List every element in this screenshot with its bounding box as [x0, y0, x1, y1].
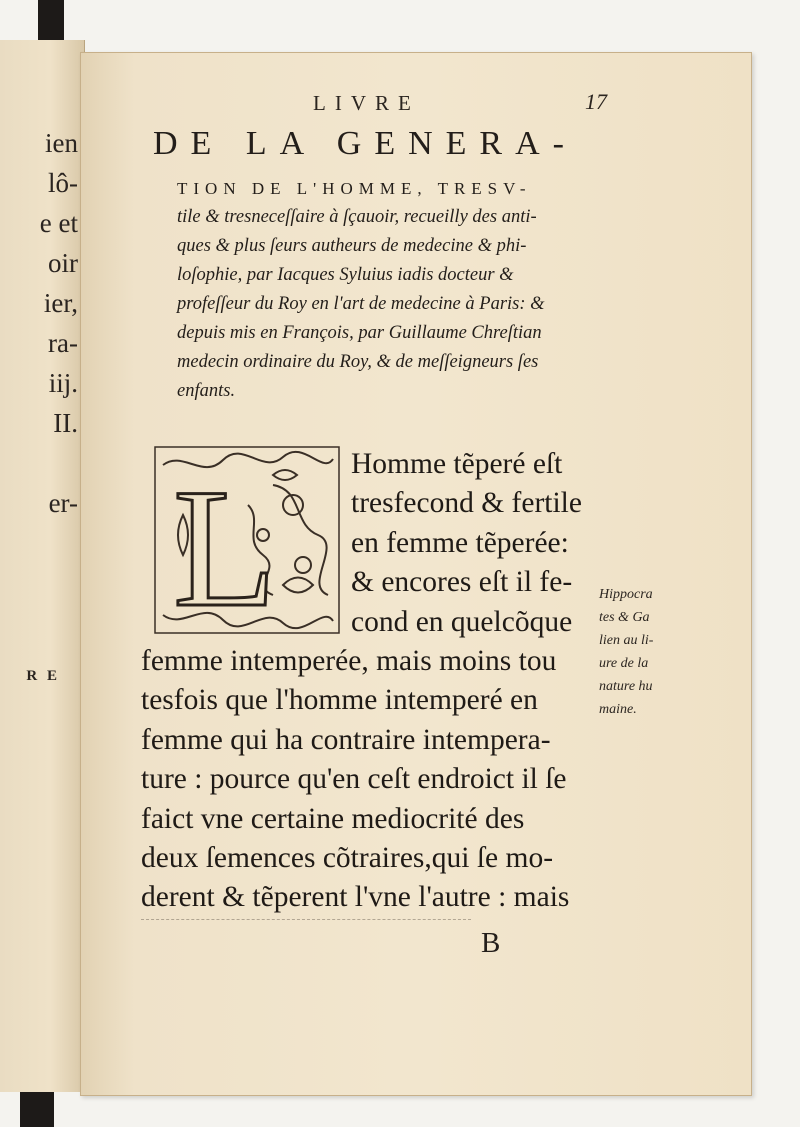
left-page-fragment: ien [45, 128, 78, 158]
initial-letter-glyph: L [173, 454, 277, 635]
description-line: loſophie, par Iacques Syluius iadis docteur & [177, 265, 514, 285]
body-line: en femme tẽperée: [351, 527, 569, 559]
description-line: profeſſeur du Roy en l'art de medecine à Paris: & [177, 294, 545, 314]
marginal-note [599, 583, 681, 721]
left-page-fragment: oir [48, 248, 78, 278]
marginal-note-line: maine. [599, 702, 637, 717]
body-line: Homme tẽperé eſt [351, 448, 563, 480]
show-through-trace [141, 919, 471, 920]
description-line: depuis mis en François, par Guillaume Chreſtian [177, 323, 542, 343]
body-line: faict vne certaine mediocrité des [141, 803, 525, 835]
body-line: & encores eſt il fe- [351, 566, 573, 598]
chapter-title: DE LA GENERA- [153, 125, 577, 162]
marginal-note-line: lien au li- [599, 633, 654, 648]
description-line: enfants. [177, 381, 236, 401]
signature-mark: B [481, 927, 501, 959]
left-page-fragment: iij. [48, 368, 78, 398]
left-page-fragment: ra- [48, 328, 78, 358]
previous-page-edge [0, 40, 85, 1092]
marginal-note-line: nature hu [599, 679, 653, 694]
body-line: cond en quelcõque [351, 606, 573, 638]
body-line: ture : pource qu'en ceſt endroict il ſe [141, 763, 567, 795]
left-page-fragment: II. [53, 408, 78, 438]
body-line: tesfois que l'homme intemperé en [141, 684, 538, 716]
description-line: medecin ordinaire du Roy, & de meſſeigneurs ſes [177, 352, 539, 372]
description-line: ques & plus ſeurs autheurs de medecine & phi- [177, 236, 527, 256]
book-page [80, 52, 752, 1096]
body-line: deux ſemences cõtraires,qui ſe mo- [141, 842, 554, 874]
marginal-note-line: Hippocra [599, 587, 653, 602]
left-page-fragment: ier, [43, 288, 78, 318]
body-line: femme qui ha contraire intempera- [141, 724, 551, 756]
chapter-subtitle: TION DE L'HOMME, TRESV- [177, 179, 532, 198]
body-line: tresfecond & fertile [351, 487, 582, 519]
chapter-description [177, 203, 607, 406]
running-head: LIVRE [313, 91, 420, 115]
bookmark-ribbon-bottom [20, 1092, 54, 1127]
body-line: derent & tẽperent l'vne l'autre : mais [141, 881, 570, 913]
decorated-initial-letter [153, 445, 341, 635]
description-line: tile & tresneceſſaire à ſçauoir, recueilly des anti- [177, 207, 537, 227]
body-line: femme intemperée, mais moins tou [141, 645, 557, 677]
page-number: 17 [585, 89, 607, 114]
marginal-note-line: tes & Ga [599, 610, 650, 625]
left-page-fragment: R E [26, 668, 60, 684]
left-page-fragment: lô- [48, 168, 78, 198]
left-page-fragment: e et [39, 208, 78, 238]
marginal-note-line: ure de la [599, 656, 649, 671]
left-page-fragment: er- [48, 488, 78, 518]
